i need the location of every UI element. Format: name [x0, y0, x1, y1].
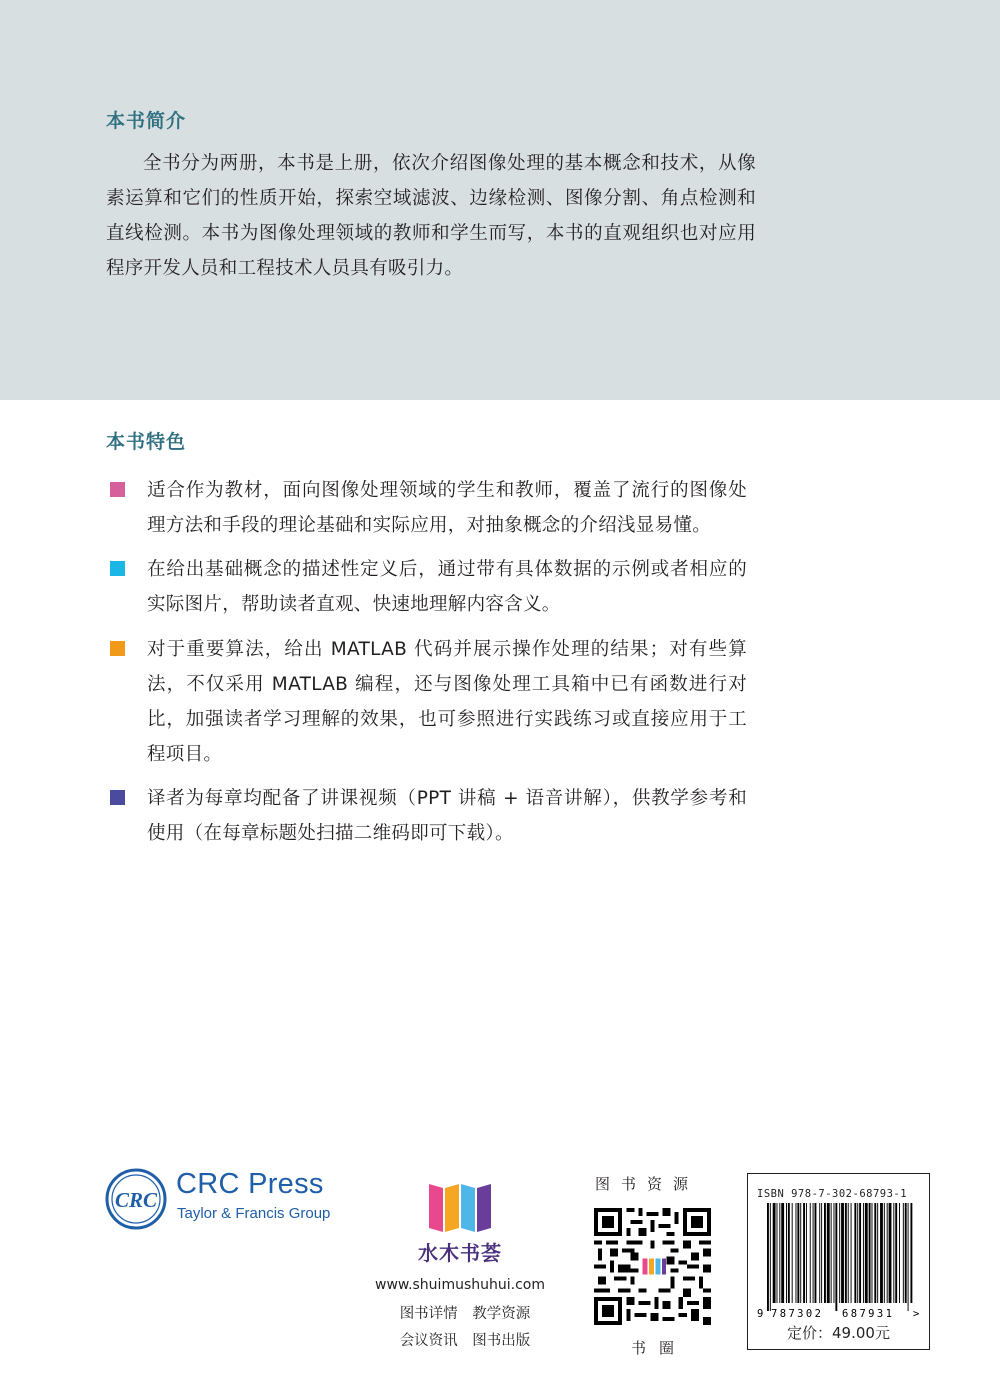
- feature-text: 对于重要算法，给出 MATLAB 代码并展示操作处理的结果；对有些算法，不仅采用 MATLAB 编程，还与图像处理工具箱中已有函数进行对比，加强读者学习理解的效果，也可参照进行实践练习或直接应用于工程项目。: [147, 639, 747, 765]
- feature-item-4: [106, 781, 766, 851]
- barcode-bar: [821, 1203, 822, 1303]
- square-bullet-icon: [110, 641, 125, 656]
- barcode-bar: [884, 1203, 885, 1303]
- square-bullet-icon: [110, 561, 125, 576]
- barcode-digits-group-1: 787302: [771, 1308, 824, 1320]
- barcode-bar: [903, 1203, 904, 1303]
- isbn-barcode-box: [747, 1173, 930, 1350]
- publisher-url[interactable]: www.shuimushuhui.com: [375, 1277, 545, 1293]
- barcode-bar: [872, 1203, 873, 1303]
- crc-logo-text: CRC: [114, 1188, 158, 1212]
- square-bullet-icon: [110, 790, 125, 805]
- isbn-label: ISBN 978-7-302-68793-1: [757, 1188, 908, 1200]
- barcode-bar: [781, 1203, 784, 1303]
- barcode-bar: [841, 1203, 844, 1303]
- barcode-bar: [767, 1203, 769, 1311]
- barcode-bar: [827, 1203, 830, 1303]
- barcode-bar: [792, 1203, 793, 1303]
- barcode-bar: [813, 1203, 814, 1303]
- barcode-bar: [824, 1203, 826, 1303]
- feature-item-3: [106, 632, 766, 772]
- barcode-bar: [835, 1203, 837, 1311]
- square-bullet-icon: [110, 482, 125, 497]
- barcode-bar: [848, 1203, 849, 1303]
- publisher-links-row-2: 会议资讯 图书出版: [399, 1333, 531, 1349]
- barcode-bar: [895, 1203, 897, 1303]
- barcode-bar: [910, 1203, 912, 1303]
- barcode-bar: [905, 1203, 907, 1303]
- qr-title: 图书资源: [595, 1175, 700, 1193]
- barcode-bar: [859, 1203, 861, 1303]
- feature-text: 译者为每章均配备了讲课视频（PPT 讲稿 + 语音讲解），供教学参考和使用（在每章标题处扫描二维码即可下载）。: [147, 788, 747, 844]
- barcode-bar: [863, 1203, 864, 1303]
- barcode-bar: [773, 1203, 776, 1303]
- crc-press-name: CRC Press: [176, 1168, 324, 1200]
- barcode-bar: [857, 1203, 858, 1303]
- barcode-digit-right: >: [913, 1308, 920, 1320]
- barcode-bar: [908, 1203, 909, 1311]
- barcode-bar: [779, 1203, 780, 1303]
- barcode-bar: [796, 1203, 797, 1303]
- barcode-bar: [887, 1203, 888, 1303]
- barcode-bar: [797, 1203, 799, 1303]
- feature-text: 适合作为教材，面向图像处理领域的学生和教师，覆盖了流行的图像处理方法和手段的理论基础和实际应用，对抽象概念的介绍浅显易懂。: [147, 480, 747, 536]
- barcode-bar: [869, 1203, 871, 1303]
- book-stack-logo-icon: [427, 1178, 493, 1234]
- barcode-bar: [839, 1203, 840, 1303]
- barcode-bar: [815, 1203, 817, 1303]
- barcode-bar: [803, 1203, 805, 1303]
- barcode-bar: [854, 1203, 856, 1303]
- barcode-bar: [893, 1203, 894, 1303]
- barcode-digits-group-2: 687931: [842, 1308, 895, 1320]
- barcode-bar: [786, 1203, 787, 1303]
- barcode-bar: [851, 1203, 852, 1303]
- feature-text: 在给出基础概念的描述性定义后，通过带有具体数据的示例或者相应的实际图片，帮助读者直观、快速地理解内容含义。: [147, 559, 747, 615]
- barcode-bar: [800, 1203, 801, 1303]
- publisher-name: 水木书荟: [418, 1241, 502, 1265]
- intro-heading: 本书简介: [106, 110, 187, 132]
- barcode-digit-left: 9: [757, 1308, 764, 1320]
- barcode-bar: [810, 1203, 811, 1303]
- barcode-bar: [788, 1203, 790, 1303]
- barcode-bar: [889, 1203, 892, 1303]
- crc-press-subtitle: Taylor & Francis Group: [177, 1205, 331, 1222]
- barcode-icon: [757, 1203, 922, 1321]
- crc-logo-icon: [104, 1167, 168, 1231]
- barcode-bar: [877, 1203, 878, 1303]
- intro-paragraph: 全书分为两册，本书是上册，依次介绍图像处理的基本概念和技术，从像素运算和它们的性质开始，探索空域滤波、边缘检测、图像分割、角点检测和直线检测。本书为图像处理领域的教师和学生而写，本书的直观组织也对应用程序开发人员和工程技术人员具有吸引力。: [106, 153, 756, 279]
- barcode-bar: [770, 1203, 771, 1311]
- barcode-bar: [806, 1203, 807, 1303]
- price-label: 定价：49.00元: [787, 1324, 890, 1342]
- features-heading: 本书特色: [106, 431, 187, 453]
- barcode-bar: [865, 1203, 868, 1303]
- feature-item-2: [106, 552, 766, 622]
- barcode-bar: [819, 1203, 820, 1303]
- qr-code-icon[interactable]: [594, 1208, 711, 1325]
- barcode-bar: [834, 1203, 835, 1303]
- qr-caption: 书圈: [631, 1339, 688, 1357]
- barcode-bar: [845, 1203, 847, 1303]
- barcode-bar: [899, 1203, 900, 1303]
- publisher-links-row-1: 图书详情 教学资源: [399, 1306, 531, 1322]
- barcode-bar: [880, 1203, 883, 1303]
- feature-item-1: [106, 473, 766, 543]
- barcode-bar: [874, 1203, 876, 1303]
- barcode-bar: [831, 1203, 832, 1303]
- barcode-bar: [777, 1203, 778, 1303]
